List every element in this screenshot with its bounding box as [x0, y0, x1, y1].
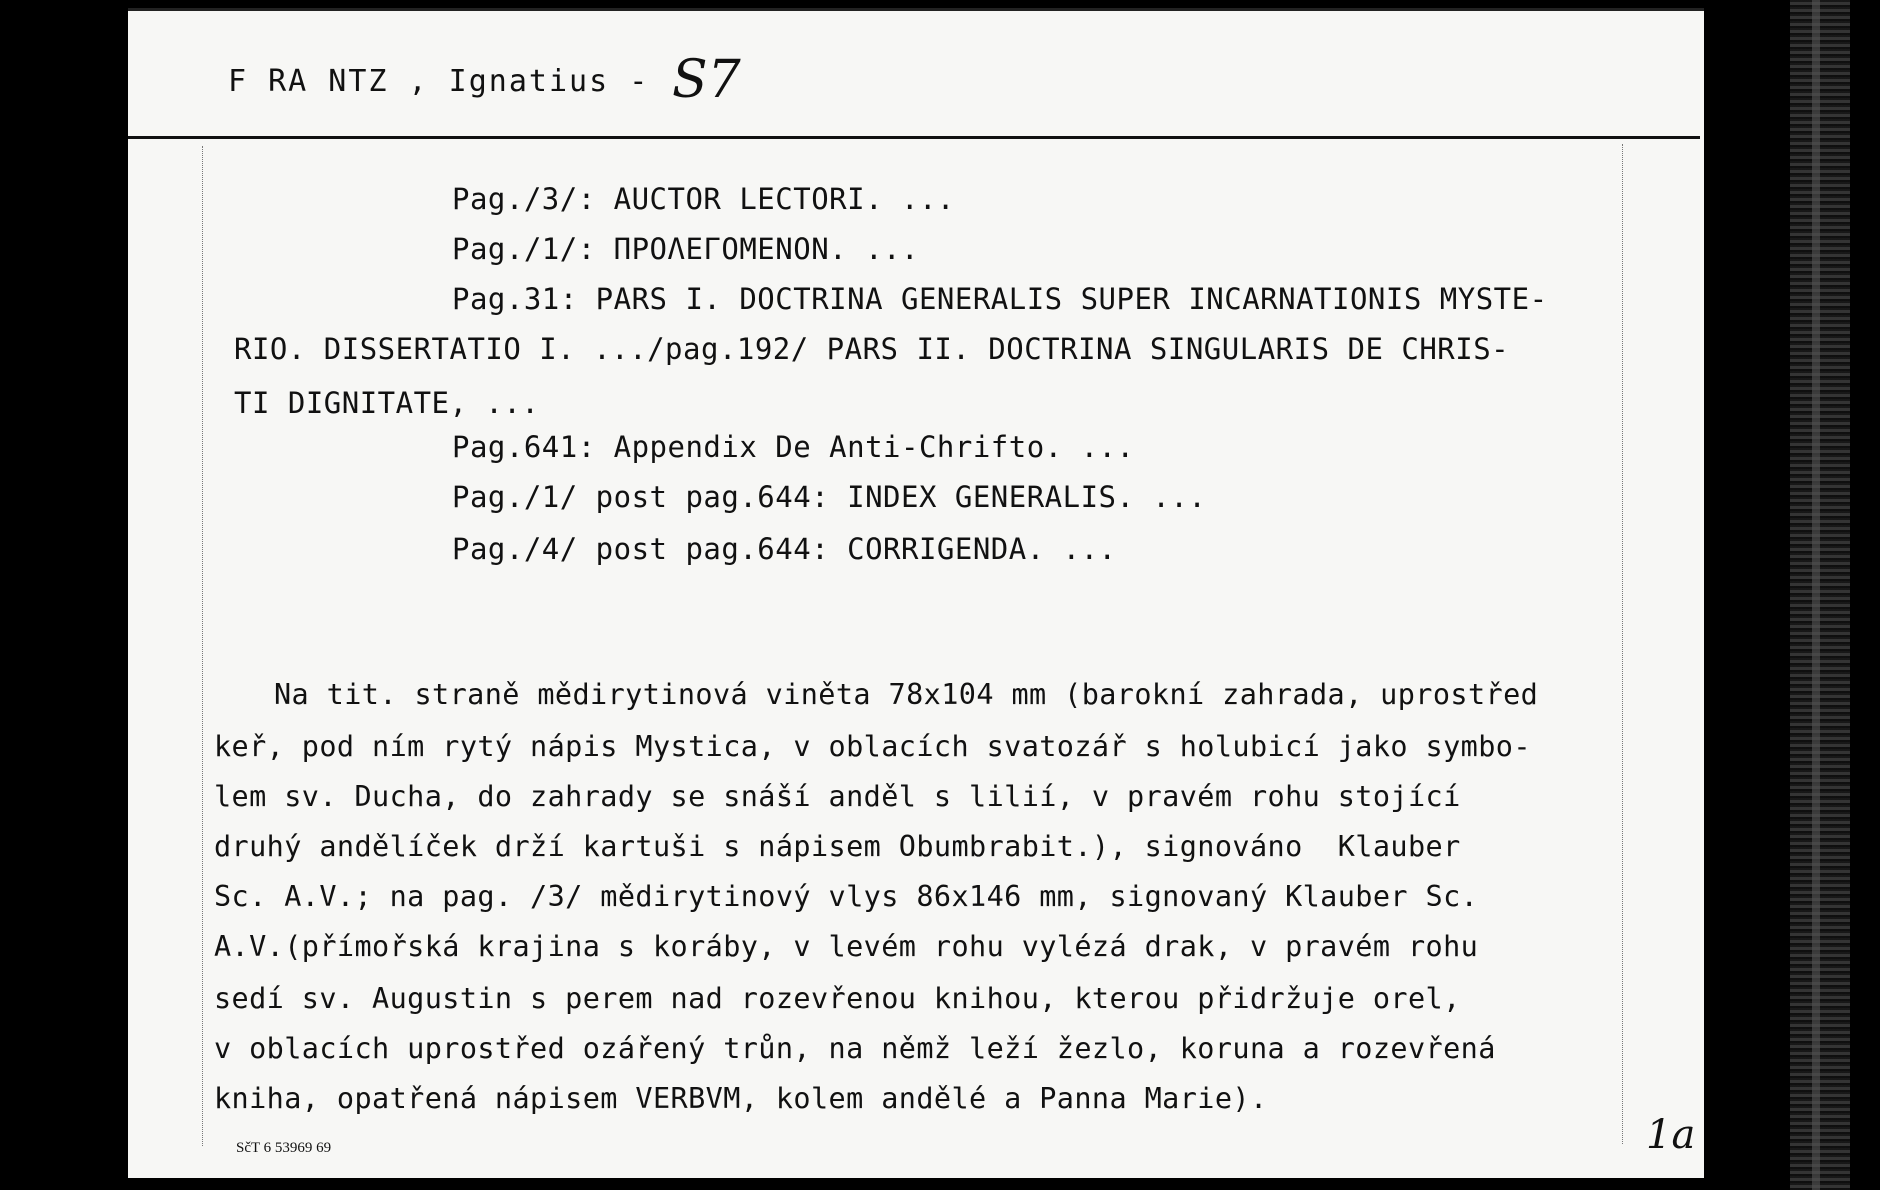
description-line: Sc. A.V.; na pag. /3/ mědirytinový vlys 86x146 mm, signovaný Klauber Sc.	[214, 880, 1479, 913]
description-line: A.V.(přímořská krajina s koráby, v levém rohu vylézá drak, v pravém rohu	[214, 930, 1479, 963]
description-line: Na tit. straně mědirytinová viněta 78x104 mm (barokní zahrada, uprostřed	[274, 678, 1539, 711]
contents-line: Pag./3/: AUCTOR LECTORI. ...	[452, 182, 955, 216]
contents-line: TI DIGNITATE, ...	[234, 386, 540, 420]
card-top-edge	[128, 8, 1704, 11]
contents-line: Pag.641: Appendix De Anti-Chrifto. ...	[452, 430, 1135, 464]
handwritten-note: S7	[672, 50, 741, 110]
footer-print-code: SčT 6 53969 69	[236, 1140, 332, 1156]
description-line: sedí sv. Augustin s perem nad rozevřenou knihou, kterou přidržuje orel,	[214, 982, 1461, 1015]
right-margin-rule	[1622, 144, 1624, 1144]
left-margin-rule	[202, 146, 204, 1146]
description-line: kniha, opatřená nápisem VERBVM, kolem andělé a Panna Marie).	[214, 1082, 1268, 1115]
description-line: druhý andělíček drží kartuši s nápisem Obumbrabit.), signováno Klauber	[214, 830, 1461, 863]
contents-line: Pag./4/ post pag.644: CORRIGENDA. ...	[452, 532, 1117, 566]
contents-line: Pag.31: PARS I. DOCTRINA GENERALIS SUPER INCARNATIONIS MYSTE-	[452, 282, 1548, 316]
description-line: lem sv. Ducha, do zahrady se snáší anděl s lilií, v pravém rohu stojící	[214, 780, 1461, 813]
card-header-title: F RA NTZ , Ignatius -	[228, 64, 650, 99]
description-line: v oblacích uprostřed ozářený trůn, na němž leží žezlo, koruna a rozevřená	[214, 1032, 1496, 1065]
description-line: keř, pod ním rytý nápis Mystica, v oblacích svatozář s holubicí jako symbo-	[214, 730, 1531, 763]
header-rule	[128, 136, 1700, 139]
handwritten-corner-mark: 1a	[1646, 1112, 1696, 1158]
contents-line: Pag./1/ post pag.644: INDEX GENERALIS. ...	[452, 480, 1207, 514]
contents-line: RIO. DISSERTATIO I. .../pag.192/ PARS II. DOCTRINA SINGULARIS DE CHRIS-	[234, 332, 1510, 366]
scan-edge-strip	[1790, 0, 1850, 1190]
scan-edge-shadow	[1812, 0, 1820, 1190]
contents-line: Pag./1/: ΠΡΟΛΕΓΟΜΕΝΟΝ. ...	[452, 232, 919, 266]
